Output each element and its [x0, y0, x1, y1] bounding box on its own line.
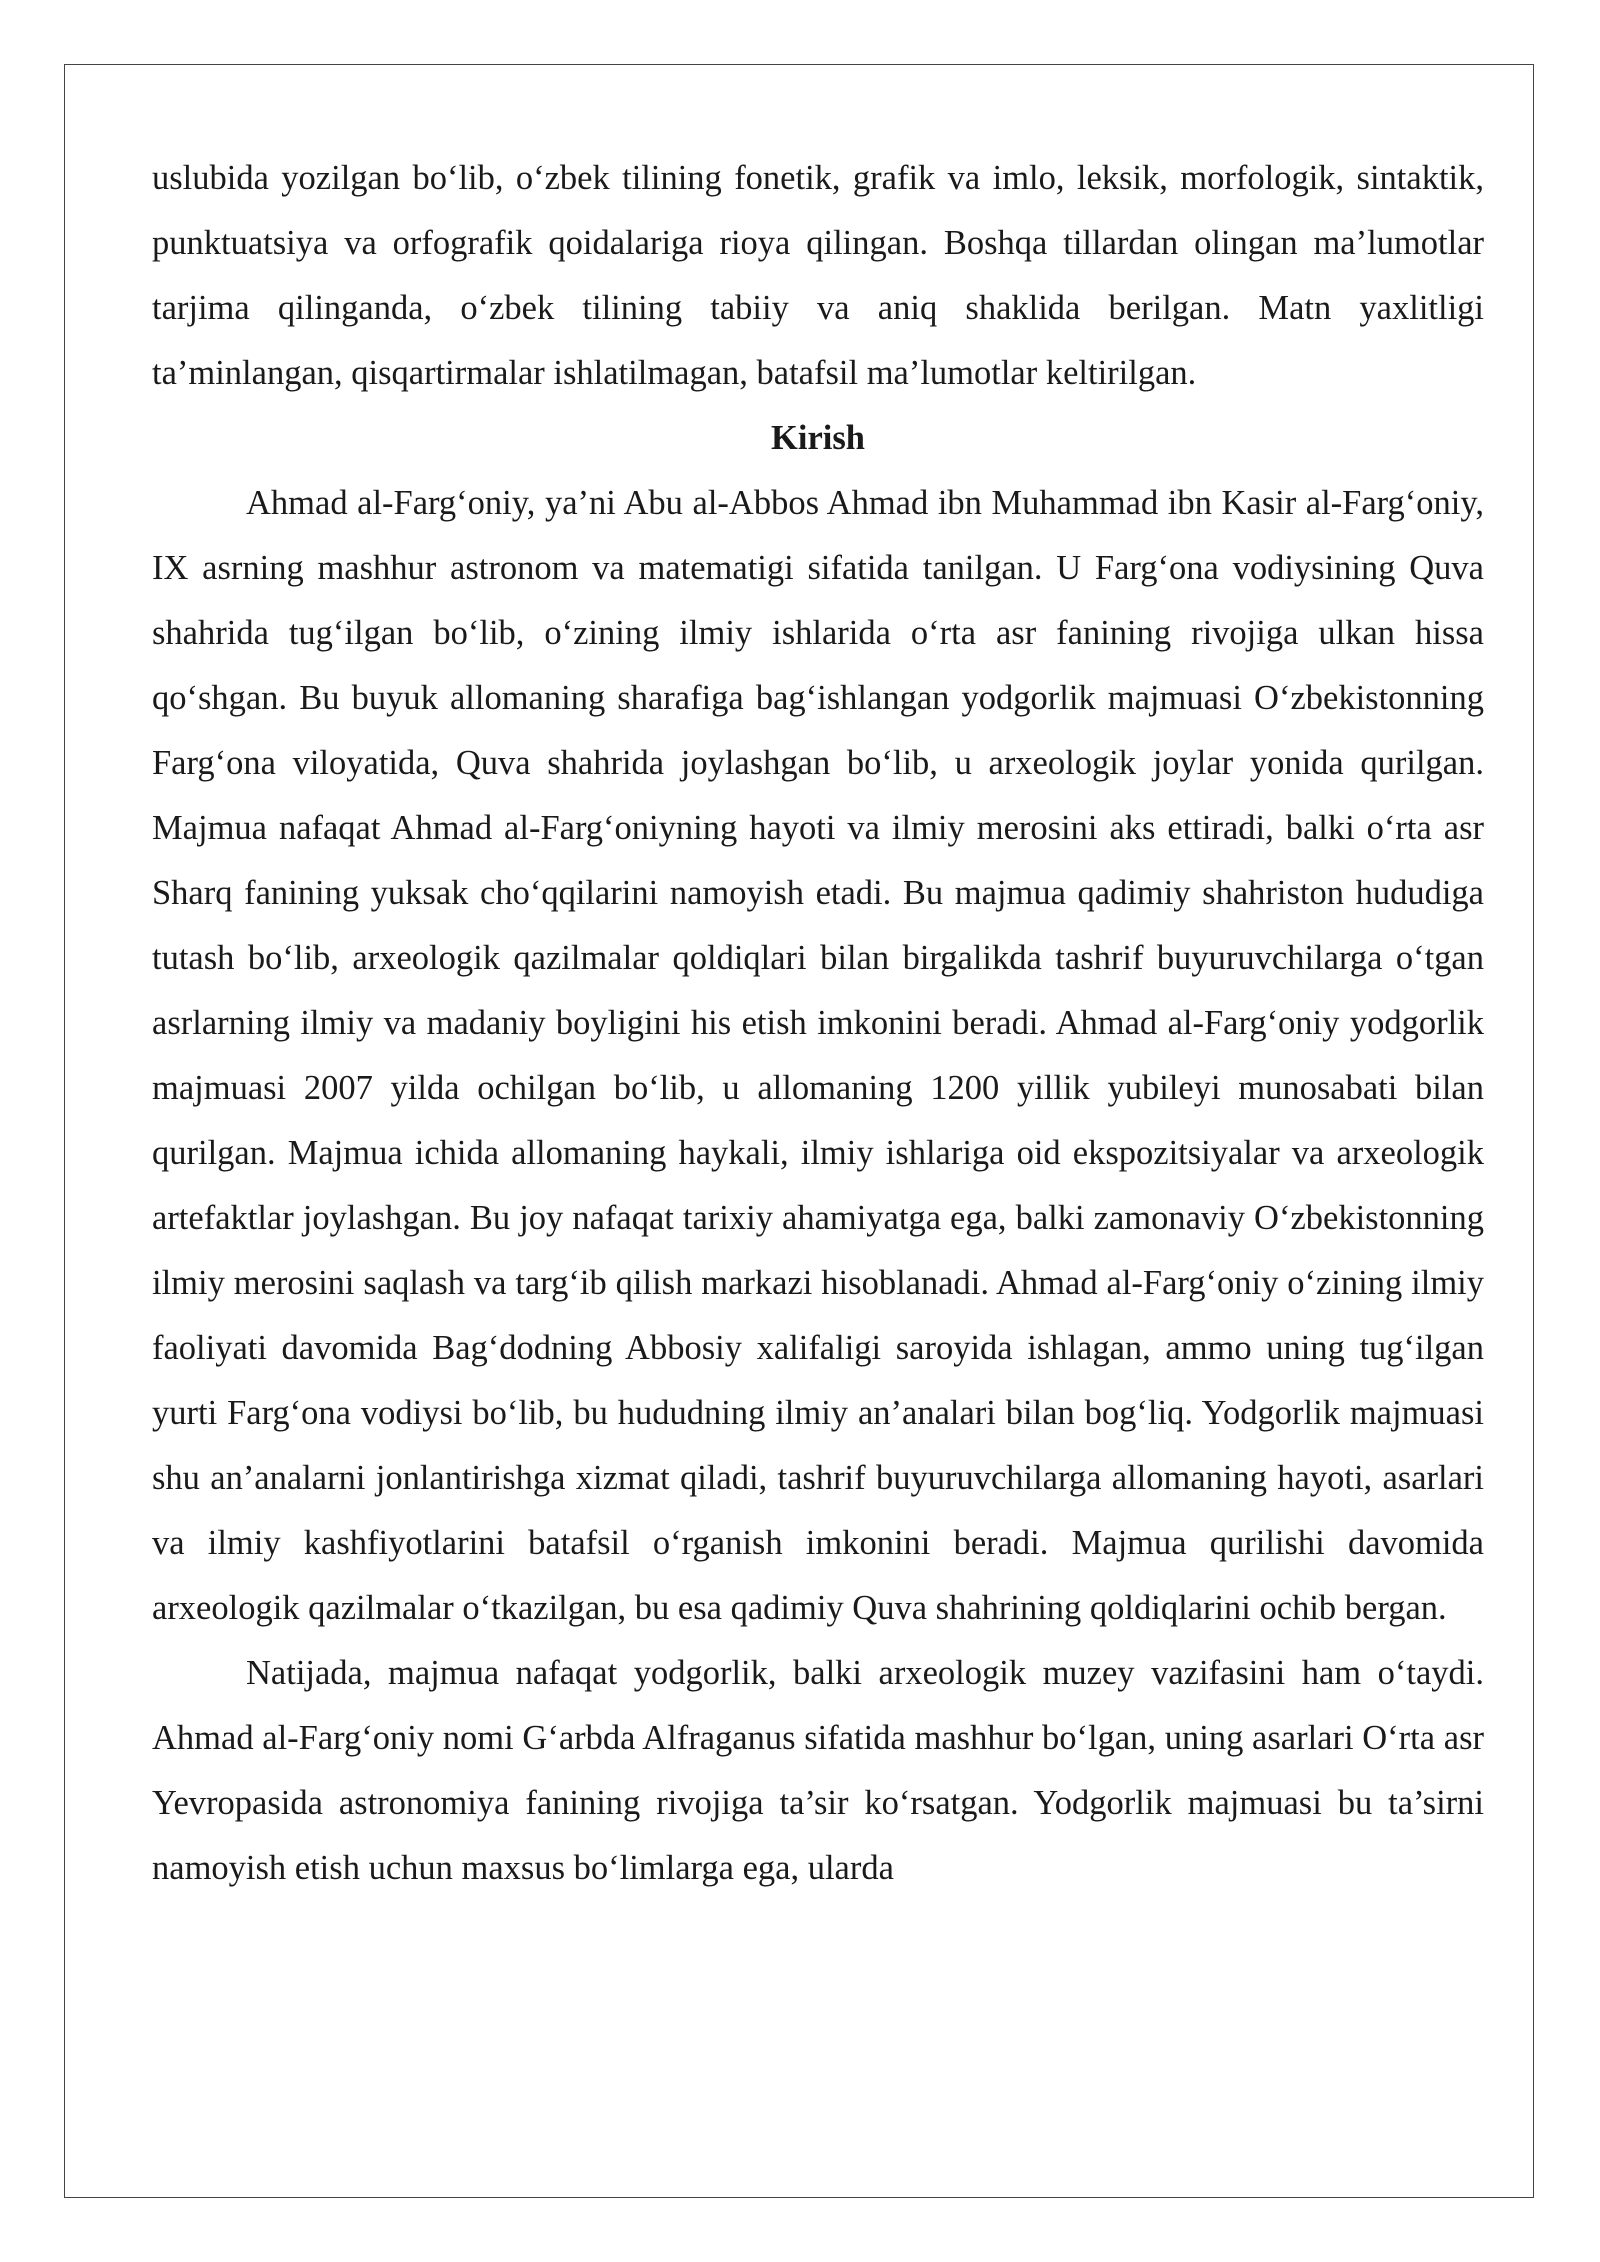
intro-paragraph: uslubida yozilgan bo‘lib, o‘zbek tilining fonetik, grafik va imlo, leksik, morfologik, sintaktik, punktuatsiya va orfografik qoidalariga rioya qilingan. Boshqa tillardan olingan ma’lumotlar tarjima qilinganda, o‘zbek tilining tabiiy va aniq shaklida berilgan. Matn yaxlitligi ta’minlangan, qisqartirmalar ishlatilmagan, batafsil ma’lumotlar keltirilgan.	[152, 159, 1484, 392]
body-paragraph-1: Ahmad al-Farg‘oniy, ya’ni Abu al-Abbos Ahmad ibn Muhammad ibn Kasir al-Farg‘oniy, IX asrning mashhur astronom va matematigi sifatida tanilgan. U Farg‘ona vodiysining Quva shahrida tug‘ilgan bo‘lib, o‘zining ilmiy ishlarida o‘rta asr fanining rivojiga ulkan hissa qo‘shgan. Bu buyuk allomaning sharafiga bag‘ishlangan yodgorlik majmuasi O‘zbekistonning Farg‘ona viloyatida, Quva shahrida joylashgan bo‘lib, u arxeologik joylar yonida qurilgan. Majmua nafaqat Ahmad al-Farg‘oniyning hayoti va ilmiy merosini aks ettiradi, balki o‘rta asr Sharq fanining yuksak cho‘qqilarini namoyish etadi. Bu majmua qadimiy shahriston hududiga tutash bo‘lib, arxeologik qazilmalar qoldiqlari bilan birgalikda tashrif buyuruvchilarga o‘tgan asrlarning ilmiy va madaniy boyligini his etish imkonini beradi. Ahmad al-Farg‘oniy yodgorlik majmuasi 2007 yilda ochilgan bo‘lib, u allomaning 1200 yillik yubileyi munosabati bilan qurilgan. Majmua ichida allomaning haykali, ilmiy ishlariga oid ekspozitsiyalar va arxeologik artefaktlar joylashgan. Bu joy nafaqat tarixiy ahamiyatga ega, balki zamonaviy O‘zbekistonning ilmiy merosini saqlash va targ‘ib qilish markazi hisoblanadi. Ahmad al-Farg‘oniy o‘zining ilmiy faoliyati davomida Bag‘dodning Abbosiy xalifaligi saroyida ishlagan, ammo uning tug‘ilgan yurti Farg‘ona vodiysi bo‘lib, bu hududning ilmiy an’analari bilan bog‘liq. Yodgorlik majmuasi shu an’analarni jonlantirishga xizmat qiladi, tashrif buyuruvchilarga allomaning hayoti, asarlari va ilmiy kashfiyotlarini batafsil o‘rganish imkonini beradi. Majmua qurilishi davomida arxeologik qazilmalar o‘tkazilgan, bu esa qadimiy Quva shahrining qoldiqlarini ochib bergan.	[152, 484, 1484, 1627]
body-paragraph-2: Natijada, majmua nafaqat yodgorlik, balki arxeologik muzey vazifasini ham o‘taydi. Ahmad al-Farg‘oniy nomi G‘arbda Alfraganus sifatida mashhur bo‘lgan, uning asarlari O‘rta asr Yevropasida astronomiya fanining rivojiga ta’sir ko‘rsatgan. Yodgorlik majmuasi bu ta’sirni namoyish etish uchun maxsus bo‘limlarga ega, ularda	[152, 1654, 1484, 1887]
document-body	[152, 146, 1484, 1901]
section-heading: Kirish	[771, 419, 865, 457]
